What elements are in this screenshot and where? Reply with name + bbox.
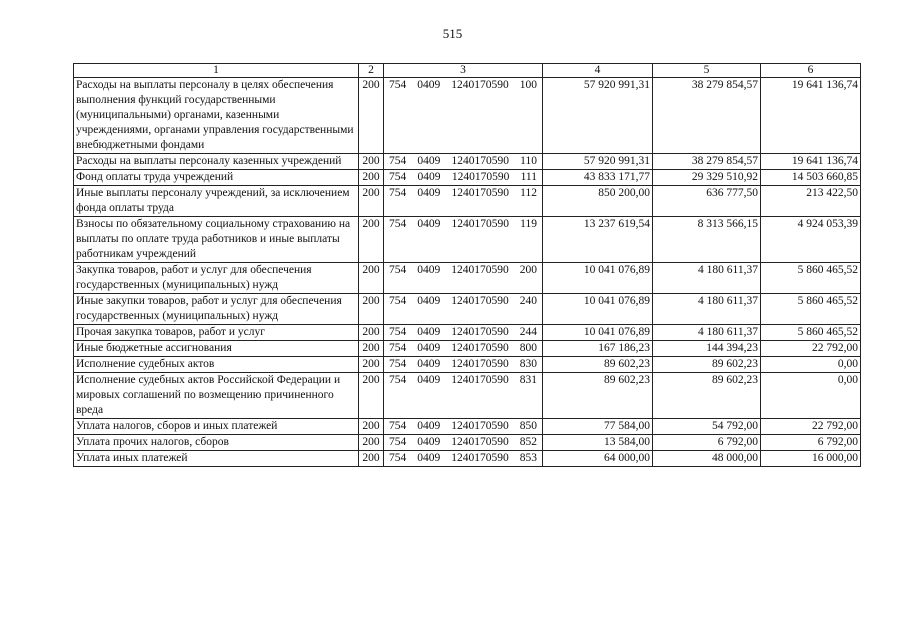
expense-name: Расходы на выплаты персоналу казенных учреждений (74, 154, 359, 170)
kbk-target-article: 1240170590 (451, 218, 510, 230)
kbk-expense-type: 850 (519, 420, 537, 432)
value-col-6: 16 000,00 (761, 451, 861, 467)
expense-name: Уплата налогов, сборов и иных платежей (74, 419, 359, 435)
kbk-ministry: 754 (389, 326, 407, 338)
value-col-4: 64 000,00 (543, 451, 653, 467)
value-col-5: 38 279 854,57 (653, 78, 761, 154)
expense-name: Иные закупки товаров, работ и услуг для обеспечения государственных (муниципальных) нужд (74, 294, 359, 325)
header-col-3: 3 (384, 64, 543, 78)
kbk-section: 0409 (417, 342, 441, 354)
expense-name: Расходы на выплаты персоналу в целях обеспечения выполнения функций государственными (муниципальными) органами, казенными учреждениями, органами управления государственными внебюджетными фондами (74, 78, 359, 154)
value-col-6: 0,00 (761, 357, 861, 373)
kbk-section: 0409 (417, 436, 441, 448)
budget-classification-code (384, 341, 543, 357)
kbk-expense-type: 200 (519, 264, 537, 276)
kbk-expense-type: 111 (520, 171, 537, 183)
kbk-target-article: 1240170590 (451, 326, 509, 338)
table-row (74, 186, 861, 217)
value-col-5: 4 180 611,37 (653, 294, 761, 325)
table-row (74, 294, 861, 325)
budget-table (73, 63, 861, 467)
budget-classification-code (384, 294, 543, 325)
kbk-ministry: 754 (389, 264, 407, 276)
table-body (74, 78, 861, 467)
value-col-5: 144 394,23 (653, 341, 761, 357)
kbk-target-article: 1240170590 (451, 264, 509, 276)
expense-name: Взносы по обязательному социальному страхованию на выплаты по оплате труда работников и иные выплаты работникам учреждений (74, 217, 359, 263)
kbk-section: 0409 (417, 358, 441, 370)
value-col-4: 13 584,00 (543, 435, 653, 451)
header-col-6: 6 (761, 64, 861, 78)
value-col-5: 8 313 566,15 (653, 217, 761, 263)
kbk-ministry: 754 (389, 452, 407, 464)
value-col-6: 5 860 465,52 (761, 263, 861, 294)
expense-name: Закупка товаров, работ и услуг для обеспечения государственных (муниципальных) нужд (74, 263, 359, 294)
value-col-6: 5 860 465,52 (761, 325, 861, 341)
kbk-expense-type: 830 (519, 358, 537, 370)
kbk-ministry: 754 (389, 187, 407, 199)
kbk-section: 0409 (417, 171, 441, 183)
header-col-4: 4 (543, 64, 653, 78)
kbk-section: 0409 (417, 326, 441, 338)
value-col-5: 38 279 854,57 (653, 154, 761, 170)
page-number: 515 (442, 26, 463, 41)
table-row (74, 78, 861, 154)
expense-name: Иные бюджетные ассигнования (74, 341, 359, 357)
line-code: 200 (359, 419, 384, 435)
table-row (74, 263, 861, 294)
value-col-4: 13 237 619,54 (543, 217, 653, 263)
kbk-target-article: 1240170590 (451, 358, 509, 370)
kbk-target-article: 1240170590 (451, 452, 509, 464)
value-col-6: 19 641 136,74 (761, 154, 861, 170)
value-col-6: 6 792,00 (761, 435, 861, 451)
budget-classification-code (384, 357, 543, 373)
kbk-target-article: 1240170590 (451, 187, 510, 199)
line-code: 200 (359, 435, 384, 451)
value-col-6: 14 503 660,85 (761, 170, 861, 186)
kbk-target-article: 1240170590 (451, 155, 510, 167)
kbk-ministry: 754 (389, 171, 407, 183)
budget-classification-code (384, 263, 543, 294)
expense-name: Фонд оплаты труда учреждений (74, 170, 359, 186)
kbk-section: 0409 (417, 374, 441, 386)
kbk-ministry: 754 (389, 218, 407, 230)
value-col-5: 4 180 611,37 (653, 325, 761, 341)
expense-name: Исполнение судебных актов Российской Федерации и мировых соглашений по возмещению причиненного вреда (74, 373, 359, 419)
kbk-section: 0409 (417, 155, 441, 167)
kbk-section: 0409 (417, 452, 441, 464)
kbk-target-article: 1240170590 (451, 295, 509, 307)
value-col-5: 636 777,50 (653, 186, 761, 217)
value-col-6: 19 641 136,74 (761, 78, 861, 154)
line-code: 200 (359, 294, 384, 325)
value-col-4: 10 041 076,89 (543, 263, 653, 294)
value-col-4: 89 602,23 (543, 357, 653, 373)
value-col-4: 10 041 076,89 (543, 294, 653, 325)
value-col-6: 4 924 053,39 (761, 217, 861, 263)
expense-name: Исполнение судебных актов (74, 357, 359, 373)
budget-classification-code (384, 373, 543, 419)
line-code: 200 (359, 357, 384, 373)
kbk-expense-type: 852 (519, 436, 537, 448)
value-col-6: 5 860 465,52 (761, 294, 861, 325)
line-code: 200 (359, 186, 384, 217)
value-col-5: 48 000,00 (653, 451, 761, 467)
table-row (74, 217, 861, 263)
value-col-5: 4 180 611,37 (653, 263, 761, 294)
kbk-ministry: 754 (389, 342, 407, 354)
table-row (74, 341, 861, 357)
budget-classification-code (384, 419, 543, 435)
budget-classification-code (384, 78, 543, 154)
kbk-ministry: 754 (389, 358, 407, 370)
kbk-target-article: 1240170590 (451, 79, 509, 91)
kbk-expense-type: 240 (519, 295, 537, 307)
value-col-5: 29 329 510,92 (653, 170, 761, 186)
table-row (74, 325, 861, 341)
header-col-2: 2 (359, 64, 384, 78)
table-row (74, 451, 861, 467)
value-col-4: 57 920 991,31 (543, 78, 653, 154)
expense-name: Прочая закупка товаров, работ и услуг (74, 325, 359, 341)
line-code: 200 (359, 154, 384, 170)
kbk-section: 0409 (417, 218, 441, 230)
kbk-target-article: 1240170590 (451, 342, 509, 354)
value-col-6: 0,00 (761, 373, 861, 419)
kbk-target-article: 1240170590 (451, 374, 509, 386)
value-col-4: 167 186,23 (543, 341, 653, 357)
line-code: 200 (359, 451, 384, 467)
table-row (74, 170, 861, 186)
kbk-section: 0409 (417, 295, 441, 307)
value-col-4: 10 041 076,89 (543, 325, 653, 341)
kbk-expense-type: 800 (519, 342, 537, 354)
kbk-section: 0409 (417, 79, 441, 91)
budget-classification-code (384, 325, 543, 341)
kbk-expense-type: 831 (519, 374, 537, 386)
expense-name: Уплата прочих налогов, сборов (74, 435, 359, 451)
kbk-expense-type: 119 (520, 218, 537, 230)
table-header-row (74, 64, 861, 78)
value-col-5: 89 602,23 (653, 373, 761, 419)
header-col-5: 5 (653, 64, 761, 78)
value-col-5: 54 792,00 (653, 419, 761, 435)
kbk-expense-type: 244 (519, 326, 537, 338)
kbk-section: 0409 (417, 420, 441, 432)
kbk-target-article: 1240170590 (451, 436, 509, 448)
expense-name: Уплата иных платежей (74, 451, 359, 467)
line-code: 200 (359, 325, 384, 341)
value-col-5: 89 602,23 (653, 357, 761, 373)
table-row (74, 357, 861, 373)
table-row (74, 373, 861, 419)
value-col-6: 22 792,00 (761, 419, 861, 435)
budget-classification-code (384, 451, 543, 467)
kbk-expense-type: 100 (519, 79, 537, 91)
kbk-target-article: 1240170590 (451, 420, 509, 432)
budget-classification-code (384, 154, 543, 170)
table-row (74, 435, 861, 451)
kbk-section: 0409 (417, 264, 441, 276)
table-row (74, 154, 861, 170)
value-col-6: 22 792,00 (761, 341, 861, 357)
value-col-4: 77 584,00 (543, 419, 653, 435)
kbk-ministry: 754 (389, 374, 407, 386)
kbk-ministry: 754 (389, 436, 407, 448)
line-code: 200 (359, 170, 384, 186)
kbk-ministry: 754 (389, 420, 407, 432)
header-col-1: 1 (74, 64, 359, 78)
budget-classification-code (384, 186, 543, 217)
kbk-ministry: 754 (389, 155, 407, 167)
budget-classification-code (384, 170, 543, 186)
budget-classification-code (384, 217, 543, 263)
value-col-4: 850 200,00 (543, 186, 653, 217)
kbk-section: 0409 (417, 187, 441, 199)
kbk-expense-type: 110 (520, 155, 537, 167)
kbk-expense-type: 853 (519, 452, 537, 464)
line-code: 200 (359, 341, 384, 357)
kbk-target-article: 1240170590 (451, 171, 510, 183)
line-code: 200 (359, 263, 384, 294)
kbk-expense-type: 112 (520, 187, 537, 199)
value-col-4: 89 602,23 (543, 373, 653, 419)
budget-classification-code (384, 435, 543, 451)
expense-name: Иные выплаты персоналу учреждений, за исключением фонда оплаты труда (74, 186, 359, 217)
line-code: 200 (359, 78, 384, 154)
value-col-6: 213 422,50 (761, 186, 861, 217)
line-code: 200 (359, 373, 384, 419)
line-code: 200 (359, 217, 384, 263)
table-row (74, 419, 861, 435)
kbk-ministry: 754 (389, 79, 407, 91)
kbk-ministry: 754 (389, 295, 407, 307)
value-col-4: 43 833 171,77 (543, 170, 653, 186)
value-col-5: 6 792,00 (653, 435, 761, 451)
value-col-4: 57 920 991,31 (543, 154, 653, 170)
